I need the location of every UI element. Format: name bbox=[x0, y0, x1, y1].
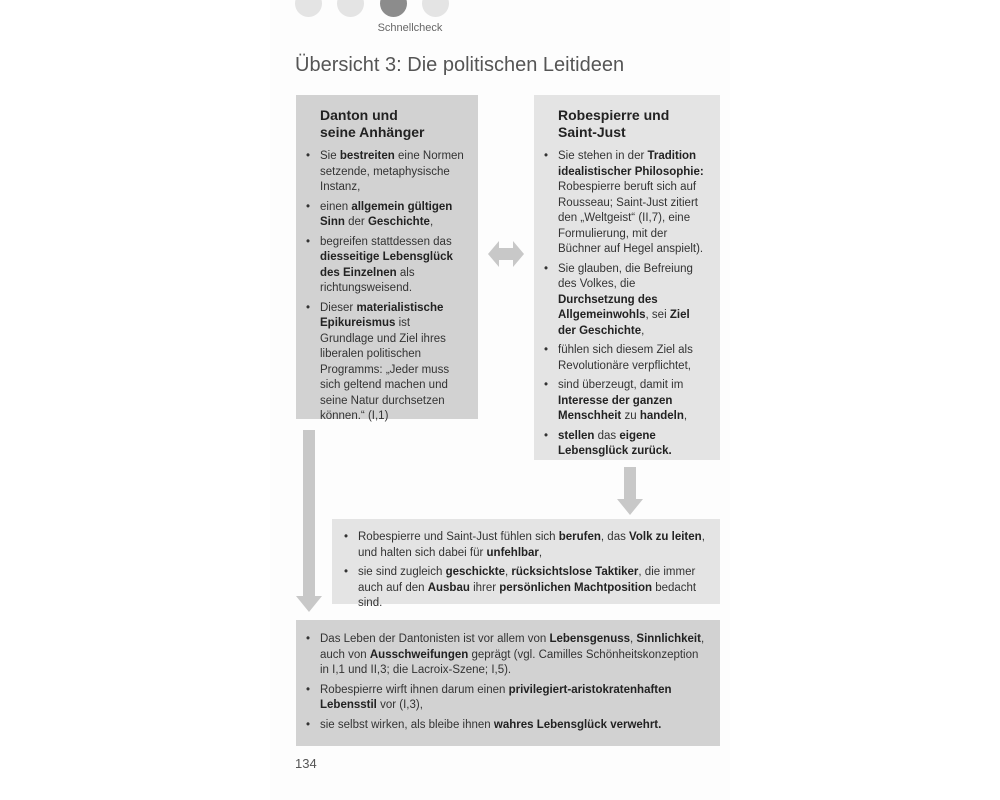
text-segment: begreifen stattdessen das bbox=[320, 235, 452, 248]
robespierre-box bbox=[534, 95, 720, 460]
bullet-item bbox=[306, 235, 466, 297]
text-segment: als richtungsweisend. bbox=[320, 266, 415, 294]
bold-term: Ausschweifungen bbox=[369, 648, 469, 661]
dantonists-lifestyle-box bbox=[296, 620, 720, 746]
danton-box bbox=[296, 95, 478, 422]
bold-term: Durchsetzung des Allgemeinwohls bbox=[558, 293, 658, 321]
page-number: 134 bbox=[295, 756, 317, 771]
danton-list bbox=[306, 149, 466, 425]
bold-term: allgemein gültigen Sinn bbox=[320, 200, 453, 228]
bold-term: Ziel der Geschichte bbox=[558, 309, 690, 337]
double-arrow-icon bbox=[488, 238, 524, 270]
bold-term: diesseitige Lebensglück des Einzelnen bbox=[320, 251, 453, 279]
bullet-item bbox=[306, 632, 708, 679]
text-segment: bedacht sind. bbox=[358, 581, 697, 609]
bold-term: eigene Lebensglück zurück. bbox=[558, 429, 672, 457]
down-arrow-icon bbox=[296, 430, 322, 612]
text-segment: Robespierre wirft ihnen darum einen bbox=[320, 683, 509, 696]
text-segment: ihrer bbox=[469, 581, 500, 594]
lifestyle-list bbox=[306, 632, 708, 733]
bold-term: wahres Lebensglück verwehrt. bbox=[493, 718, 662, 731]
text-segment: Sie bbox=[320, 150, 340, 162]
bold-term: Geschichte bbox=[367, 216, 430, 228]
bullet-item bbox=[306, 149, 466, 196]
bullet-item bbox=[306, 301, 466, 425]
text-segment: , bbox=[683, 410, 688, 422]
bold-term: privilegiert-aristokratenhaften Lebensstil bbox=[320, 683, 672, 711]
text-segment: zu bbox=[621, 410, 640, 422]
consequence-box bbox=[332, 519, 720, 609]
text-segment: eine Normen setzende, metaphysische Instanz, bbox=[320, 150, 464, 193]
text-segment: , auch von bbox=[320, 633, 705, 661]
bold-term: handeln bbox=[639, 410, 684, 422]
bold-term: rücksichtslose Taktiker bbox=[511, 566, 639, 578]
page-title: Übersicht 3: Die politischen Leitideen bbox=[295, 54, 625, 76]
bullet-item bbox=[544, 149, 708, 258]
text-segment: sind überzeugt, damit im bbox=[558, 379, 684, 391]
bold-term: unfehlbar bbox=[486, 546, 539, 559]
text-segment: Sie stehen in der bbox=[558, 150, 648, 162]
text-segment: einen bbox=[320, 200, 352, 213]
text-segment: , bbox=[641, 324, 645, 337]
text-segment: Das Leben der Dantonisten ist vor allem von bbox=[320, 633, 550, 645]
bold-term: geschickte bbox=[445, 566, 506, 578]
bold-term: Lebensgenuss bbox=[549, 633, 631, 645]
title-line: Danton und bbox=[320, 107, 398, 123]
bold-term: Ausbau bbox=[427, 581, 470, 594]
bold-term: persönlichen Machtposition bbox=[499, 581, 652, 594]
consequence-list bbox=[344, 530, 708, 612]
bold-term: Volk zu leiten bbox=[629, 531, 702, 543]
text-segment: sie selbst wirken, als bleibe ihnen bbox=[320, 718, 494, 731]
text-segment: vor (I,3), bbox=[376, 699, 423, 711]
danton-box-title bbox=[306, 107, 466, 141]
text-segment: Robespierre und Saint-Just fühlen sich bbox=[358, 531, 559, 543]
down-arrow-icon bbox=[617, 467, 643, 515]
bold-term: Sinnlichkeit bbox=[636, 633, 701, 645]
bullet-item bbox=[544, 378, 708, 425]
text-segment: Robespierre beruft sich auf Rousseau; Saint-Just zitiert den „Weltgeist“ (II,7), eine Formulierung, mit der Büchner auf Hegel anspielt). bbox=[558, 181, 704, 255]
text-segment: Sie glauben, die Befreiung des Volkes, die bbox=[558, 262, 693, 290]
text-segment: , sei bbox=[645, 309, 670, 321]
bold-term: stellen bbox=[558, 429, 595, 442]
bullet-item bbox=[544, 262, 708, 340]
bullet-item bbox=[544, 343, 708, 374]
text-segment: der bbox=[344, 216, 368, 228]
bold-term: materialistische Epikureismus bbox=[320, 301, 444, 329]
bullet-item bbox=[344, 530, 708, 561]
text-segment: , bbox=[630, 633, 637, 645]
text-segment: das bbox=[594, 429, 620, 442]
text-segment: sie sind zugleich bbox=[358, 566, 446, 578]
title-line: seine Anhänger bbox=[320, 124, 425, 140]
text-segment: , bbox=[538, 546, 543, 559]
section-label: Schnellcheck bbox=[377, 22, 443, 34]
text-segment: Dieser bbox=[320, 301, 357, 314]
text-segment: ist Grundlage und Ziel ihres liberalen politischen Programms: „Jeder muss sich geltend machen und seine Natur durchsetzen können.“ (I,1) bbox=[320, 317, 450, 422]
text-segment: geprägt (vgl. Camilles Schönheitskonzeption in I,1 und II,3; die Lacroix-Szene; I,5). bbox=[320, 648, 699, 676]
text-segment: , die immer auch auf den bbox=[358, 566, 696, 594]
bullet-item bbox=[306, 200, 466, 231]
robespierre-list bbox=[544, 149, 708, 460]
text-segment: , bbox=[429, 216, 434, 228]
text-segment: fühlen sich diesem Ziel als Revolutionäre verpflichtet, bbox=[558, 344, 693, 372]
robespierre-box-title bbox=[544, 107, 708, 141]
text-segment: , bbox=[505, 566, 512, 578]
title-line: Saint-Just bbox=[558, 124, 626, 140]
bold-term: bestreiten bbox=[339, 150, 395, 162]
bold-term: berufen bbox=[558, 531, 601, 543]
title-line: Robespierre und bbox=[558, 107, 670, 123]
bullet-item bbox=[306, 683, 708, 714]
bullet-item bbox=[544, 429, 708, 460]
bullet-item bbox=[306, 718, 708, 734]
text-segment: , das bbox=[600, 531, 630, 543]
bullet-item bbox=[344, 565, 708, 612]
text-segment: , und halten sich dabei für bbox=[358, 531, 705, 559]
bold-term: Interesse der ganzen Menschheit bbox=[558, 394, 673, 422]
bold-term: Tradition idealistischer Philosophie: bbox=[558, 150, 704, 178]
